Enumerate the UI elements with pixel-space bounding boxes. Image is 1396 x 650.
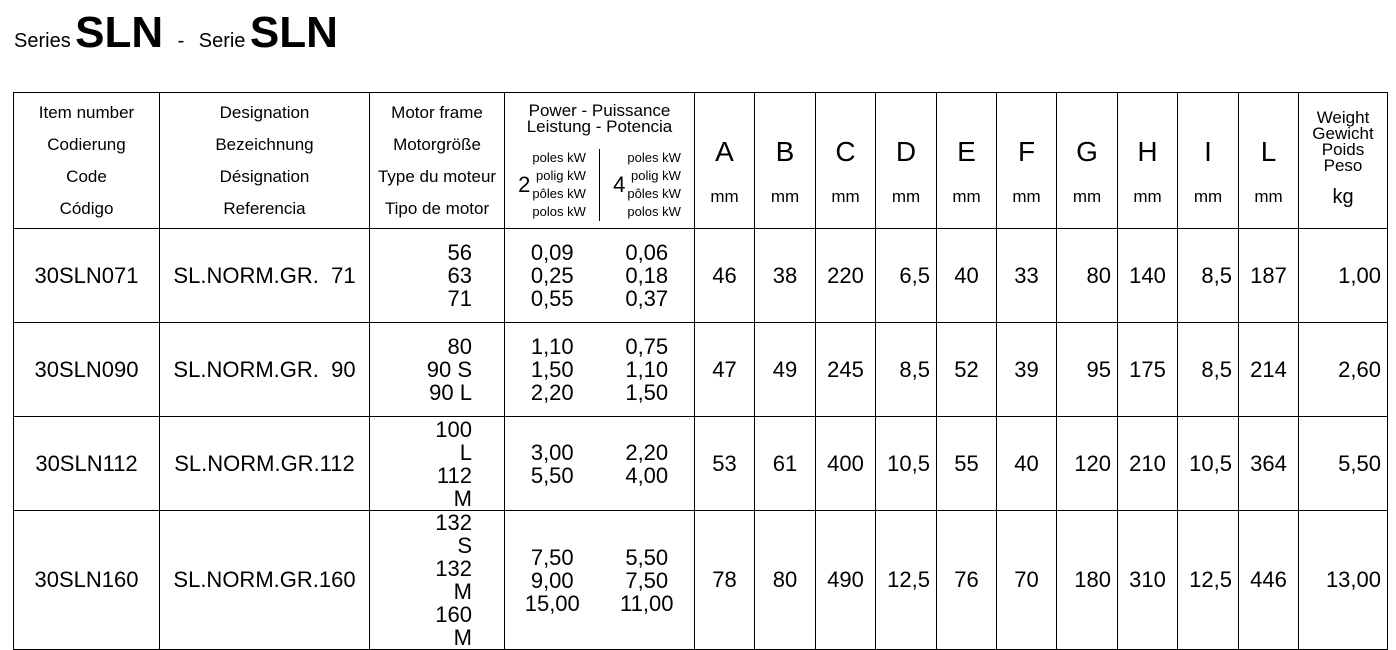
table-row [14,229,1388,323]
header-dim-g: G mm [1057,93,1118,229]
designation: SL.NORM.GR. 71 [160,229,370,323]
power-2-poles [505,441,600,487]
item-code: 30SLN112 [14,417,160,511]
power-value: 0,75 [625,334,669,359]
power-value: 2,20 [530,380,574,405]
dim-d-value: 8,5 [876,323,937,417]
dim-g-value: 180 [1057,511,1118,650]
dim-l-value: 446 [1239,511,1299,650]
motor-frame-list [370,511,505,650]
dim-a-value: 46 [695,229,755,323]
header-row [14,93,1388,229]
dim-i-value: 10,5 [1178,417,1239,511]
power-values [505,229,695,323]
power-value: 0,18 [625,263,669,288]
header-designation: Designation Bezeichnung Désignation Referencia [160,93,370,229]
power-value: 5,50 [530,462,574,488]
designation: SL.NORM.GR. 90 [160,323,370,417]
header-weight: Weight Gewicht Poids Peso kg [1299,93,1388,229]
power-value: 3,00 [530,439,574,465]
motor-frame: 90 L [429,380,472,405]
dim-a-value: 78 [695,511,755,650]
power-value: 7,50 [625,567,669,593]
power-2-poles [505,241,600,310]
dim-i-value: 8,5 [1178,229,1239,323]
dim-b-value: 80 [755,511,816,650]
item-code: 30SLN090 [14,323,160,417]
power-4-poles [600,546,695,615]
header-dim-b: B mm [755,93,816,229]
power-2-poles [505,335,600,404]
power-value: 7,50 [530,544,574,570]
dim-e-value: 76 [937,511,997,650]
power-value: 0,25 [530,263,574,288]
page-title [14,8,338,64]
power-value: 11,00 [620,590,674,616]
power-4-poles [600,241,695,310]
motor-frame: 160 M [435,602,472,650]
series-fr-label: Serie [198,30,246,52]
dim-d-value: 10,5 [876,417,937,511]
dim-l-value: 214 [1239,323,1299,417]
dim-l-value: 364 [1239,417,1299,511]
motor-frame-list [370,417,505,511]
dim-c-value: 400 [816,417,876,511]
header-dim-h: H mm [1118,93,1178,229]
header-dim-c: C mm [816,93,876,229]
series-fr-value: SLN [249,8,338,57]
dim-e-value: 55 [937,417,997,511]
power-value: 2,20 [625,439,669,465]
power-value: 5,50 [625,544,669,570]
header-power-2-poles: 2 poles kW polig kW pôles kW polos kW [505,149,600,221]
header-power-4-poles: 4 poles kW polig kW pôles kW polos kW [613,149,681,219]
header-motor-frame: Motor frame Motorgröße Type du moteur Tipo de motor [370,93,505,229]
motor-frame: 63 [447,263,472,288]
dim-h-value: 175 [1118,323,1178,417]
dim-a-value: 53 [695,417,755,511]
header-dim-a: A mm [695,93,755,229]
weight-value: 1,00 [1299,229,1388,323]
header-dim-i: I mm [1178,93,1239,229]
series-en-value: SLN [75,8,164,57]
dim-h-value: 210 [1118,417,1178,511]
table-row [14,511,1388,650]
dim-e-value: 40 [937,229,997,323]
dim-b-value: 38 [755,229,816,323]
weight-value: 5,50 [1299,417,1388,511]
power-values [505,323,695,417]
power-2-poles [505,546,600,615]
header-dim-l: L mm [1239,93,1299,229]
header-power: Power - Puissance Leistung - Potencia 2 poles kW polig kW pôles kW polos kW 4 poles kW polig kW pôles kW polos kW [505,93,695,229]
power-value: 0,55 [530,286,574,311]
weight-value: 13,00 [1299,511,1388,650]
dim-f-value: 70 [997,511,1057,650]
motor-frame-list [370,229,505,323]
dim-f-value: 39 [997,323,1057,417]
power-value: 1,50 [625,380,669,405]
item-code: 30SLN160 [14,511,160,650]
table-row [14,417,1388,511]
power-value: 15,00 [524,590,580,616]
designation: SL.NORM.GR.112 [160,417,370,511]
table-row [14,323,1388,417]
dim-g-value: 80 [1057,229,1118,323]
dim-h-value: 140 [1118,229,1178,323]
power-4-poles [600,335,695,404]
dim-f-value: 40 [997,417,1057,511]
header-dim-e: E mm [937,93,997,229]
power-value: 1,10 [625,357,669,382]
power-value: 0,37 [625,286,669,311]
dim-c-value: 490 [816,511,876,650]
dim-l-value: 187 [1239,229,1299,323]
dim-b-value: 61 [755,417,816,511]
dim-g-value: 120 [1057,417,1118,511]
power-values [505,417,695,511]
dim-f-value: 33 [997,229,1057,323]
power-value: 4,00 [625,462,669,488]
power-value: 9,00 [530,567,574,593]
spec-table [13,92,1388,650]
dim-i-value: 12,5 [1178,511,1239,650]
motor-frame-list [370,323,505,417]
motor-frame: 90 S [426,357,472,382]
designation: SL.NORM.GR.160 [160,511,370,650]
motor-frame: 71 [447,286,472,311]
power-values [505,511,695,650]
dim-b-value: 49 [755,323,816,417]
dim-d-value: 6,5 [876,229,937,323]
power-value: 1,50 [530,357,574,382]
header-dim-f: F mm [997,93,1057,229]
power-value: 1,10 [530,334,574,359]
dim-e-value: 52 [937,323,997,417]
motor-frame: 132 S [435,510,472,558]
dim-i-value: 8,5 [1178,323,1239,417]
item-code: 30SLN071 [14,229,160,323]
dim-c-value: 245 [816,323,876,417]
motor-frame: 132 M [435,556,472,604]
dim-h-value: 310 [1118,511,1178,650]
header-item-number: Item number Codierung Code Código [14,93,160,229]
motor-frame: 100 L [435,416,472,465]
power-value: 0,09 [530,240,574,265]
weight-value: 2,60 [1299,323,1388,417]
dim-a-value: 47 [695,323,755,417]
title-separator: - [177,30,185,52]
dim-c-value: 220 [816,229,876,323]
dim-d-value: 12,5 [876,511,937,650]
dim-g-value: 95 [1057,323,1118,417]
power-value: 0,06 [625,240,669,265]
power-4-poles [600,441,695,487]
motor-frame: 112 M [436,462,472,511]
series-en-label: Series [14,30,71,52]
header-dim-d: D mm [876,93,937,229]
motor-frame: 80 [447,334,472,359]
motor-frame: 56 [447,240,472,265]
